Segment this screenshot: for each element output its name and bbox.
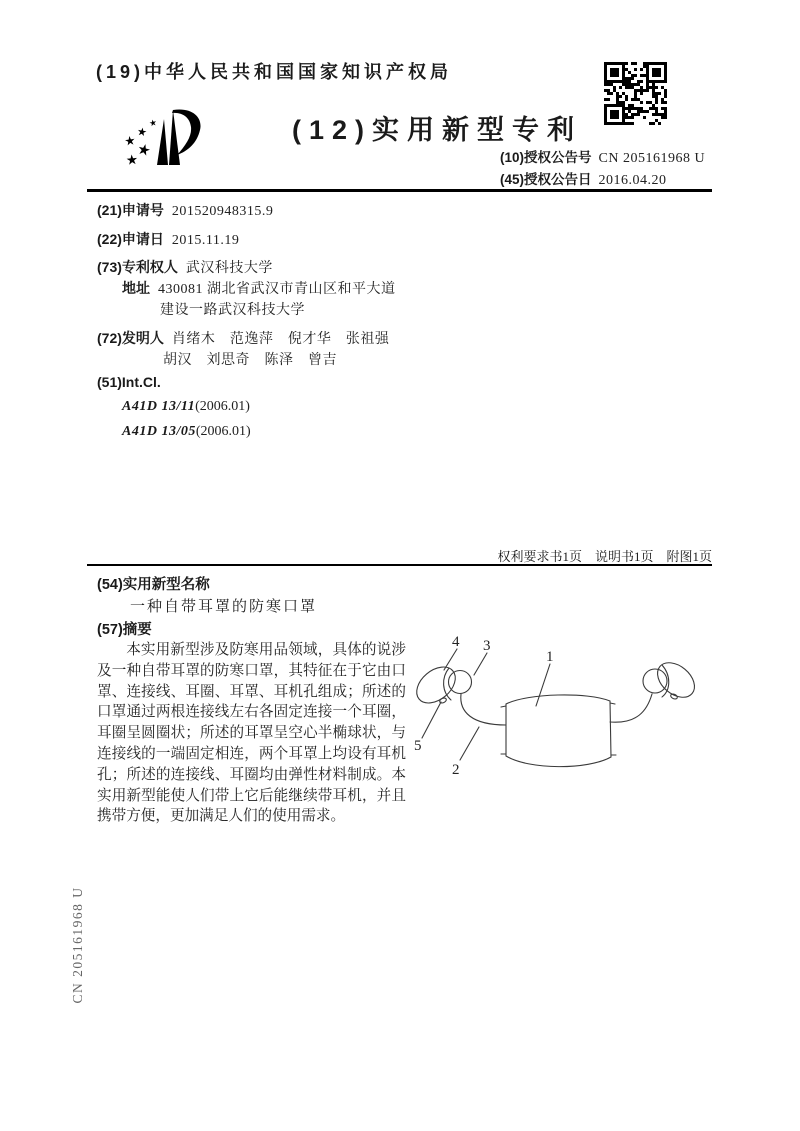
int-cl-code-row-2 — [122, 424, 251, 440]
right-strap-line — [610, 694, 652, 722]
address-label: 地址 — [122, 280, 150, 296]
int-cl-code-1: A41D 13/11 — [122, 399, 196, 414]
inventors-line2: 胡汉 刘思奇 陈泽 曾吉 — [163, 353, 337, 368]
left-ear-ring — [449, 671, 472, 694]
application-number-row — [97, 200, 273, 220]
right-earphone-hole — [670, 693, 678, 700]
figure-label-1: 1 — [546, 649, 554, 665]
left-strap-line — [461, 694, 506, 725]
right-ear-muff — [651, 656, 701, 704]
address-value-line2: 建设一路武汉科技大学 — [160, 303, 305, 318]
application-number-value: 201520948315.9 — [171, 204, 274, 219]
abstract-text: 本实用新型涉及防寒用品领域，具体的说涉及一种自带耳罩的防寒口罩，其特征在于它由口罩、连接线、耳圈、耳罩、耳机孔组成；所述的口罩通过两根连接线左右各固定连接一个耳圈，耳圈呈圆圈状；所述的耳罩呈空心半椭球状，与连接线的一端固定相连，两个耳罩上均设有耳机孔；所述的连接线、耳圈均由弹性材料制成。本实用新型能使人们带上它后能继续带耳机，并且携带方便，更加满足人们的使用需求。 — [97, 642, 406, 825]
application-date-value: 2015.11.19 — [171, 233, 240, 248]
pages-summary: 权利要求书1页 说明书1页 附图1页 — [497, 549, 712, 564]
address-row-2 — [160, 299, 305, 319]
document-type-title: (12)实用新型专利 — [292, 115, 583, 145]
divider-thin — [87, 564, 712, 566]
title-section-label: (54)实用新型名称 — [97, 577, 210, 593]
inventors-line1: 肖绪木 范逸萍 倪才华 张祖强 — [171, 332, 390, 347]
patent-office-name: (19)中华人民共和国国家知识产权局 — [96, 62, 453, 82]
application-number-label: (21)申请号 — [97, 202, 164, 218]
abstract-section-label: (57)摘要 — [97, 622, 152, 638]
figure-label-3: 3 — [483, 638, 491, 654]
int-cl-row — [97, 374, 161, 392]
int-cl-code-row-1 — [122, 399, 250, 415]
patentee-row — [97, 257, 273, 277]
publication-number-value: CN 205161968 U — [598, 151, 706, 166]
int-cl-code-2: A41D 13/05 — [122, 424, 196, 439]
inventors-row-2 — [163, 349, 337, 369]
sipo-logo-icon — [113, 97, 225, 189]
figure-label-4: 4 — [452, 634, 460, 650]
publication-date-label: (45)授权公告日 — [500, 172, 592, 187]
patentee-label: (73)专利权人 — [97, 259, 178, 275]
figure-label-2: 2 — [452, 762, 460, 778]
address-value-line1: 430081 湖北省武汉市青山区和平大道 — [158, 282, 396, 297]
right-ear-ring — [643, 669, 667, 693]
application-date-label: (22)申请日 — [97, 231, 164, 247]
address-row — [122, 278, 396, 298]
publication-number-row — [500, 147, 705, 169]
left-ear-muff — [410, 660, 462, 710]
int-cl-ver-2: (2006.01) — [195, 424, 251, 439]
publication-date-value: 2016.04.20 — [598, 173, 667, 188]
figure-label-5: 5 — [414, 738, 422, 754]
int-cl-ver-1: (2006.01) — [195, 399, 250, 414]
divider-thick — [87, 189, 712, 192]
inventors-row — [97, 328, 389, 348]
int-cl-label: (51)Int.Cl. — [97, 374, 161, 390]
mask-body — [506, 695, 611, 767]
patentee-value: 武汉科技大学 — [185, 261, 273, 276]
patent-figure — [410, 608, 720, 808]
side-document-code: CN 205161968 U — [70, 886, 85, 1004]
publication-number-label: (10)授权公告号 — [500, 150, 592, 165]
qr-code-icon — [604, 62, 667, 125]
publication-date-row — [500, 169, 705, 191]
publication-block — [500, 147, 705, 191]
application-date-row — [97, 229, 239, 249]
inventors-label: (72)发明人 — [97, 330, 164, 346]
invention-title: 一种自带耳罩的防寒口罩 — [130, 599, 318, 615]
